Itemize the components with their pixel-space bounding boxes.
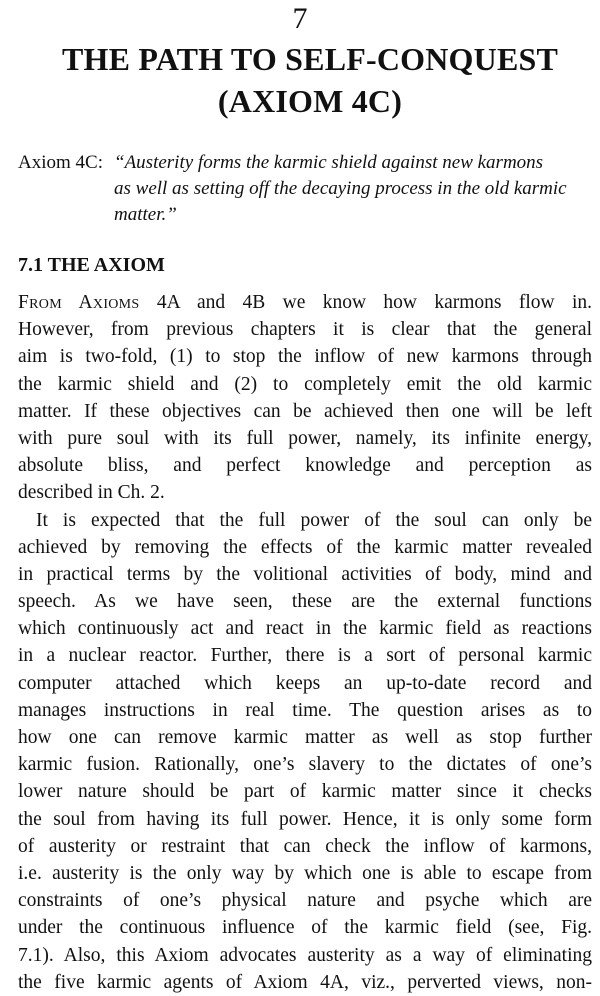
paragraph-1-line: the karmic shield and (2) to completely emit the old karmic [18, 373, 592, 395]
paragraph-2-line: speech. As we have seen, these are the external functions [18, 591, 592, 613]
body-text [18, 289, 592, 996]
axiom-quote-line: matter.” [114, 204, 177, 225]
paragraph-2-line: i.e. austerity is the only way by which one is able to escape from [18, 862, 592, 884]
paragraph-2-line: It is expected that the full power of the soul can only be [36, 509, 592, 531]
paragraph-1-line: aim is two-fold, (1) to stop the inflow of new karmons through [18, 346, 592, 368]
axiom-quote [114, 150, 594, 228]
paragraph-2-line: the five karmic agents of Axiom 4A, viz., perverted views, non- [18, 971, 592, 993]
paragraph-1-line-text: 4A and 4B we know how karmons flow in. [139, 292, 592, 313]
paragraph-2-line: which continuously act and react in the karmic field as reactions [18, 618, 592, 640]
paragraph-2-line: how one can remove karmic matter as well as stop further [18, 727, 592, 748]
paragraph-1-line [18, 289, 592, 316]
paragraph-1-line: absolute bliss, and perfect knowledge and perception as [18, 455, 592, 477]
paragraph-2-line: karmic fusion. Rationally, one’s slavery to the dictates of one’s [18, 754, 592, 776]
chapter-title [30, 38, 590, 122]
chapter-title-line-1: THE PATH TO SELF-CONQUEST [61, 41, 559, 77]
paragraph-2-line: achieved by removing the effects of the karmic matter revealed [18, 536, 592, 558]
paragraph-2-line: lower nature should be part of karmic matter since it checks [18, 781, 592, 803]
paragraph-2-line: in a nuclear reactor. Further, there is a sort of personal karmic [18, 645, 592, 667]
paragraph-2-line: in practical terms by the volitional activities of body, mind and [18, 563, 592, 585]
paragraph-2-line: the soul from having its full power. Hence, it is only some form [18, 808, 592, 830]
paragraph-1-lead: From Axioms [18, 292, 140, 313]
paragraph-2-line: constraints of one’s physical nature and psyche which are [18, 890, 592, 912]
paragraph-2-line: manages instructions in real time. The question arises as to [18, 699, 592, 721]
chapter-number: 7 [292, 2, 308, 35]
axiom-quote-line: “Austerity forms the karmic shield against new karmons [114, 152, 544, 173]
paragraph-2-line: computer attached which keeps an up-to-date record and [18, 672, 592, 694]
axiom-label: Axiom 4C: [18, 152, 103, 173]
chapter-title-line-2: (AXIOM 4C) [217, 83, 403, 119]
paragraph-1-line: However, from previous chapters it is clear that the general [18, 319, 592, 341]
paragraph-1-line: described in Ch. 2. [18, 482, 165, 504]
paragraph-1-line: matter. If these objectives can be achieved then one will be left [18, 400, 592, 422]
paragraph-2-line: of austerity or restraint that can check the inflow of karmons, [18, 835, 592, 857]
paragraph-1-line: with pure soul with its full power, namely, its infinite energy, [18, 427, 592, 449]
paragraph-2-line: 7.1). Also, this Axiom advocates austerity as a way of eliminating [18, 944, 592, 966]
axiom-quote-line: as well as setting off the decaying process in the old karmic [114, 178, 567, 199]
section-heading: 7.1 THE AXIOM [18, 254, 165, 276]
paragraph-2-line: under the continuous influence of the karmic field (see, Fig. [18, 917, 592, 939]
